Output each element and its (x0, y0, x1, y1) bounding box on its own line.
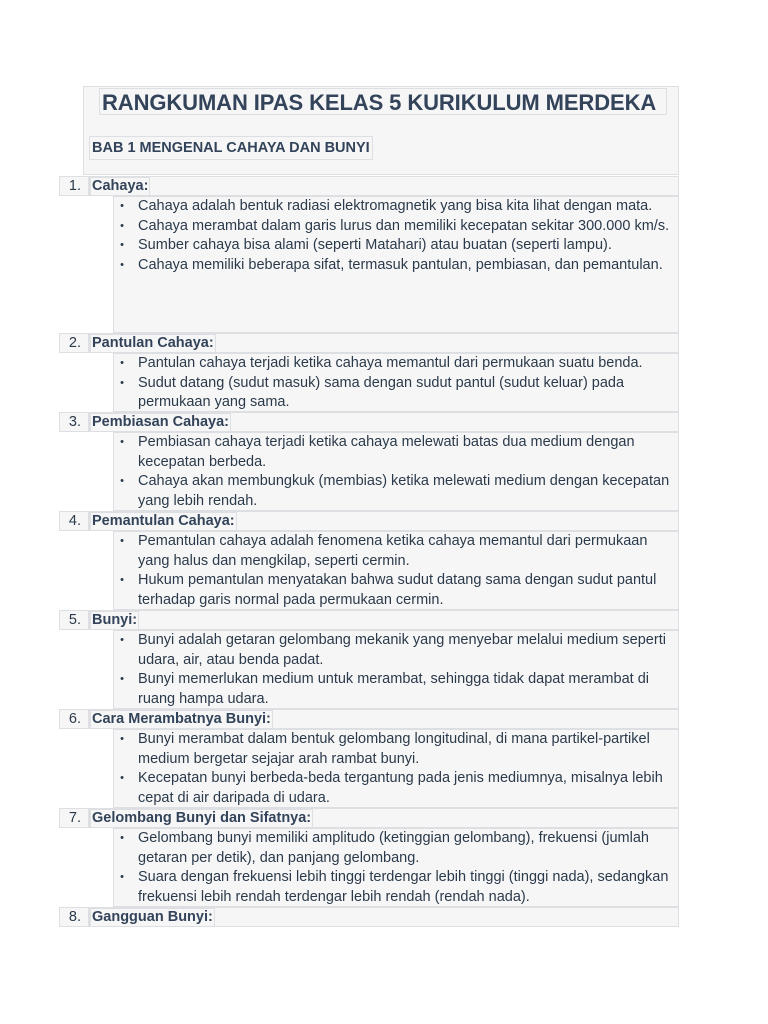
section-heading-row (89, 511, 679, 531)
bullet-dot-icon: • (120, 871, 124, 883)
bullet-dot-icon: • (120, 436, 124, 448)
bullet-dot-icon: • (120, 219, 124, 232)
section-number: 1. (59, 176, 89, 196)
bullet-text: Bunyi adalah getaran gelombang mekanik yang menyebar melalui medium seperti udara, air, atau benda padat. (138, 632, 666, 668)
bullet-dot-icon: • (120, 772, 124, 784)
bullet-item (114, 829, 678, 868)
bullet-text: Cahaya adalah bentuk radiasi elektromagnetik yang bisa kita lihat dengan mata. (138, 198, 653, 214)
bullet-text: Cahaya akan membungkuk (membias) ketika melewati medium dengan kecepatan yang lebih rendah. (138, 473, 670, 509)
bullet-dot-icon: • (120, 258, 124, 271)
bullet-list (113, 432, 679, 511)
bullet-item (114, 631, 678, 670)
bullet-text: Gelombang bunyi memiliki amplitudo (ketinggian gelombang), frekuensi (jumlah getaran per detik), dan panjang gelombang. (138, 830, 649, 866)
bullet-item (114, 374, 678, 413)
bullet-dot-icon: • (120, 200, 124, 212)
section-heading-row (89, 412, 679, 432)
bullet-item (114, 236, 678, 256)
bullet-item (114, 868, 678, 907)
bullet-item (114, 670, 678, 709)
bullet-text: Bunyi merambat dalam bentuk gelombang longitudinal, di mana partikel-partikel medium bergetar sejajar arah rambat bunyi. (138, 731, 650, 767)
section-number: 3. (59, 412, 89, 432)
bullet-text: Bunyi memerlukan medium untuk merambat, sehingga tidak dapat merambat di ruang hampa udara. (138, 671, 649, 707)
bullet-dot-icon: • (120, 634, 124, 646)
bullet-text: Sumber cahaya bisa alami (seperti Matahari) atau buatan (seperti lampu). (138, 237, 612, 253)
bullet-list (113, 729, 679, 808)
bullet-text: Hukum pemantulan menyatakan bahwa sudut datang sama dengan sudut pantul terhadap garis normal pada permukaan cermin. (138, 572, 657, 608)
bullet-item (114, 532, 678, 571)
bullet-item (114, 354, 678, 374)
bullet-item (114, 433, 678, 472)
section-number: 4. (59, 511, 89, 531)
section-number: 5. (59, 610, 89, 630)
bullet-list (113, 828, 679, 907)
section-heading: Cahaya: (92, 178, 149, 194)
bullet-dot-icon: • (120, 733, 124, 745)
bullet-text: Cahaya merambat dalam garis lurus dan memiliki kecepatan sekitar 300.000 km/s. (138, 217, 670, 234)
section-heading: Cara Merambatnya Bunyi: (92, 711, 271, 727)
bullet-item (114, 472, 678, 511)
section-heading: Bunyi: (92, 612, 138, 628)
section-number: 6. (59, 709, 89, 729)
bullet-dot-icon: • (120, 574, 124, 586)
bullet-list (113, 196, 679, 333)
section-heading: Gangguan Bunyi: (92, 909, 213, 925)
section-heading: Pantulan Cahaya: (92, 335, 214, 351)
bullet-text: Pembiasan cahaya terjadi ketika cahaya melewati batas dua medium dengan kecepatan berbeda. (138, 434, 635, 470)
chapter-title: BAB 1 MENGENAL CAHAYA DAN BUNYI (89, 136, 373, 160)
section-heading-row (89, 907, 679, 927)
bullet-item (114, 256, 678, 276)
section-heading-row (89, 808, 679, 828)
bullet-dot-icon: • (120, 357, 124, 369)
bullet-list (113, 531, 679, 610)
bullet-text: Cahaya memiliki beberapa sifat, termasuk pantulan, pembiasan, dan pemantulan. (138, 256, 663, 273)
bullet-dot-icon: • (120, 673, 124, 685)
section-heading-row (89, 610, 679, 630)
bullet-list (113, 353, 679, 412)
bullet-text: Pemantulan cahaya adalah fenomena ketika cahaya memantul dari permukaan yang halus dan mengkilap, seperti cermin. (138, 533, 648, 569)
bullet-dot-icon: • (120, 239, 124, 251)
bullet-list (113, 630, 679, 709)
bullet-dot-icon: • (120, 376, 124, 389)
bullet-item (114, 217, 678, 237)
bullet-text: Kecepatan bunyi berbeda-beda tergantung pada jenis mediumnya, misalnya lebih cepat di air daripada di udara. (138, 770, 663, 806)
section-heading-row (89, 709, 679, 729)
bullet-text: Pantulan cahaya terjadi ketika cahaya memantul dari permukaan suatu benda. (138, 355, 643, 371)
bullet-item (114, 571, 678, 610)
bullet-item (114, 769, 678, 808)
bullet-dot-icon: • (120, 535, 124, 547)
section-number: 7. (59, 808, 89, 828)
bullet-dot-icon: • (120, 475, 124, 487)
bullet-text: Sudut datang (sudut masuk) sama dengan sudut pantul (sudut keluar) pada permukaan yang sama. (138, 374, 625, 410)
section-number: 8. (59, 907, 89, 927)
bullet-text: Suara dengan frekuensi lebih tinggi terdengar lebih tinggi (tinggi nada), sedangkan frekuensi lebih rendah terdengar lebih rendah (rendah nada). (138, 869, 669, 905)
section-heading-row (89, 333, 679, 353)
bullet-item (114, 730, 678, 769)
section-heading: Gelombang Bunyi dan Sifatnya: (92, 810, 312, 826)
section-heading: Pembiasan Cahaya: (92, 414, 230, 430)
section-heading: Pemantulan Cahaya: (92, 513, 235, 529)
section-heading-row (89, 176, 679, 196)
document-title: RANGKUMAN IPAS KELAS 5 KURIKULUM MERDEKA (99, 88, 667, 115)
bullet-dot-icon: • (120, 832, 124, 844)
section-number: 2. (59, 333, 89, 353)
bullet-item (114, 197, 678, 217)
